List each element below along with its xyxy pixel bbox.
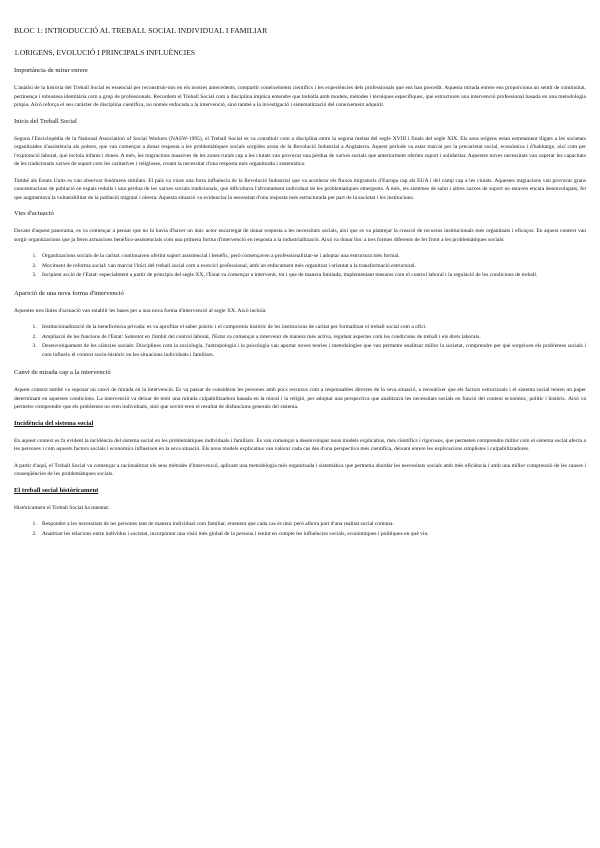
paragraph: Aquestes tres línies d'actuació van establir les bases per a una nova forma d'intervenció al segle XX. Això incloïa: bbox=[14, 307, 267, 314]
paragraph: A partir d'aquí, el Treball Social va començar a racionalitzar els seus mètodes d'intervenció, aplicant una metodologia més organitzada i sistemàtica que permetia abordar les necessitats socials amb més eficiència i amb una millor comprensió de les causes i conseqüències de les problemàtiques socials. bbox=[14, 462, 586, 477]
paragraph: En aquest context es fa evident la incidència del sistema social en les problemàtiques individuals i familiars. Es van començar a desenvolupar nous models explicatius, més científics i rigorosos, que permeten comprendre millor com el sistema social afecta a les persones i com aquests factors socials i econòmics influeixen en la seva situació. Els nous models explicatius van valorar cada cas des d'una perspectiva més científica, deixant enrere les explicacions simplistes i culpabilitzadores. bbox=[14, 437, 586, 452]
list-item: 3. Desenvolupament de les ciències socials: Disciplines com la sociologia, l'antropologia i la psicologia van aportar noves teories i metodologies que van permetre analitzar millor la societat, comprendre per què sorgeixen els problemes socials i com influeix el context socio-històric en les situacions individuals i familiars. bbox=[38, 342, 586, 359]
section-heading: 1.ORIGENS, EVOLUCIÓ I PRINCIPALS INFLUÈNCIES bbox=[14, 48, 196, 57]
subheading-historic: El treball social històricament bbox=[14, 486, 99, 494]
subheading-canvi: Canvi de mirada cap a la intervenció bbox=[14, 369, 111, 376]
document-title: BLOC 1: INTRODUCCIÓ AL TREBALL SOCIAL INDIVIDUAL I FAMILIAR bbox=[14, 26, 268, 35]
subheading-incidencia: Incidència del sistema social bbox=[14, 419, 94, 427]
subheading-importancia: Importància de mirar enrere bbox=[14, 67, 88, 74]
list-item: 2. Analitzar les relacions entre individus i societat, incorporant una visió més global de la persona i tenint en compte les influències socials, econòmiques i polítiques en què viu. bbox=[38, 530, 586, 539]
paragraph: També als Estats Units es van observar fenòmens similars. El país va viure una forta influència de la Revolució Industrial que va accelerar els fluxos migratoris d'Europa cap als EUA i del camp cap a les ciutats. Aquestes migracions van provocar grans concentracions de població en espais reduïts i una pèrdua de les xarxes socials tradicionals, que dificultava l'afrontament individual de les problemàtiques emergents. A més, els sistemes de salut i altres xarxes de suport no estaven encara desenvolupats, fet que augmentava la vulnerabilitat de la població migrant i obrera. Aquesta situació va evidenciar la necessitat d'una resposta més estructurada per part de la societat i les institucions. bbox=[14, 177, 586, 201]
paragraph: Davant d'aquest panorama, es va començar a pensar que no hi havia d'haver un únic actor encarregat de donar resposta a les necessitats socials, així que es va plantejar la creació de recursos institucionals més organitzats i eficaços. En aquest context van sorgir organitzacions que ja feien actuacions benèfico-assistencials com una primera forma d'intervenció en resposta a la industrialització. Això va donar lloc a tres formes diferents de fer front a les problemàtiques socials: bbox=[14, 228, 586, 243]
list-aparicio bbox=[14, 323, 586, 359]
list-item: 3. Incipient acció de l'Estat: especialment a partir de principis del segle XX, l'Estat va començar a intervenir, tot i que de manera limitada, implementant mesures com el control laboral i la regulació de les condicions de treball. bbox=[38, 271, 586, 280]
paragraph: Segons l'Enciclopèdia de la National Association of Social Workers (NASW-1995), el Treball Social es va constituir com a disciplina entre la segona meitat del segle XVIII i finals del segle XIX. Els seus orígens estan estretament lligats a les societats organitzades d'assistència als pobres, que van començar a donar resposta a les problemàtiques socials sorgides arran de la Revolució Industrial a Anglaterra. Aquest període va estar marcat per la precarietat social, econòmica i d'habitatge, així com per l'explotació laboral, que incloïa infants i dones. A més, les migracions massives de les zones rurals cap a les ciutats van provocar una pèrdua de xarxes socials que anteriorment oferien suport i solidaritat. Aquestes noves necessitats van superar les capacitats de les tradicionals xarxes de suport com les caritatives i religioses, creant la necessitat d'una resposta més organitzada i sistemàtica. bbox=[14, 135, 586, 167]
list-item: 2. Ampliació de les funcions de l'Estat: Sobretot en l'àmbit del control laboral, l'Estat va començar a intervenir de manera més activa, regulant aspectes com les condicions de treball i els drets laborals. bbox=[38, 333, 586, 342]
paragraph: Històricament el Treball Social ha intentat: bbox=[14, 504, 110, 511]
subheading-vies: Vies d'actuació bbox=[14, 210, 54, 217]
list-item: 2. Moviment de reforma social: van marcar l'inici del treball social com a exercici professional, amb un enfocament més organitzat i orientat a la transformació estructural. bbox=[38, 262, 586, 271]
subheading-aparicio: Aparició de una nova forma d'intervenció bbox=[14, 289, 124, 297]
paragraph: L'anàlisi de la història del Treball Social es essencial per reconstruir-nos en els nostres antecedents, compartir coneixements científics i les experiències dels professionals que ens han precedit. Aquesta mirada enrere ens proporciona un sentit de continuïtat, pertinença i robustesa identitària com a grup de professionals. Recordem el Treball Social com a disciplina implica entendre que treballa amb models, mètodes i tècniques específiques, que estructuren una intervenció professional basada en una metodologia pròpia. Això reforça el seu caràcter de disciplina científica, no només enfocada a la intervenció, sinó també a la investigació i sistematització del coneixement adquirit. bbox=[14, 85, 586, 108]
list-item: 1. Institucionalització de la beneficència privada: es va aprofitar el saber pràctic i el compromís històric de les institucions de caritat per formalitzar el treball social com a ofici. bbox=[38, 323, 586, 332]
list-historic bbox=[14, 520, 586, 538]
subheading-inicis: Inicis del Treball Social bbox=[14, 117, 77, 125]
list-vies bbox=[14, 252, 586, 280]
list-item: 1. Respondre a les necessitats de les persones tant de manera individual com familiar, entenent que cada cas és únic però alhora part d'una realitat social comuna. bbox=[38, 520, 586, 529]
document-page bbox=[14, 26, 586, 548]
paragraph: Aquest context també va suposar un canvi de mirada en la intervenció. Es va passar de considerar les persones amb pocs recursos com a responsables directes de la seva situació, a reconèixer que els factors estructurals i el sistema social tenien un paper determinant en aquestes condicions. La intervenció va deixar de tenir una mirada culpabilitzadora basada en la moral i la religió, per adoptar una perspectiva que analitzava les necessitats socials en funció del context econòmic, polític i històric. Això va permetre comprendre que els problemes no eren individuals, sinó que sovint eren el resultat de disfuncions generals del sistema. bbox=[14, 387, 586, 410]
list-item: 1. Organitzacions socials de la caritat: continuaven oferint suport assistencial i benèfic, però començaven a professionalitzar-se i adoptar una estructura més formal. bbox=[38, 252, 586, 261]
